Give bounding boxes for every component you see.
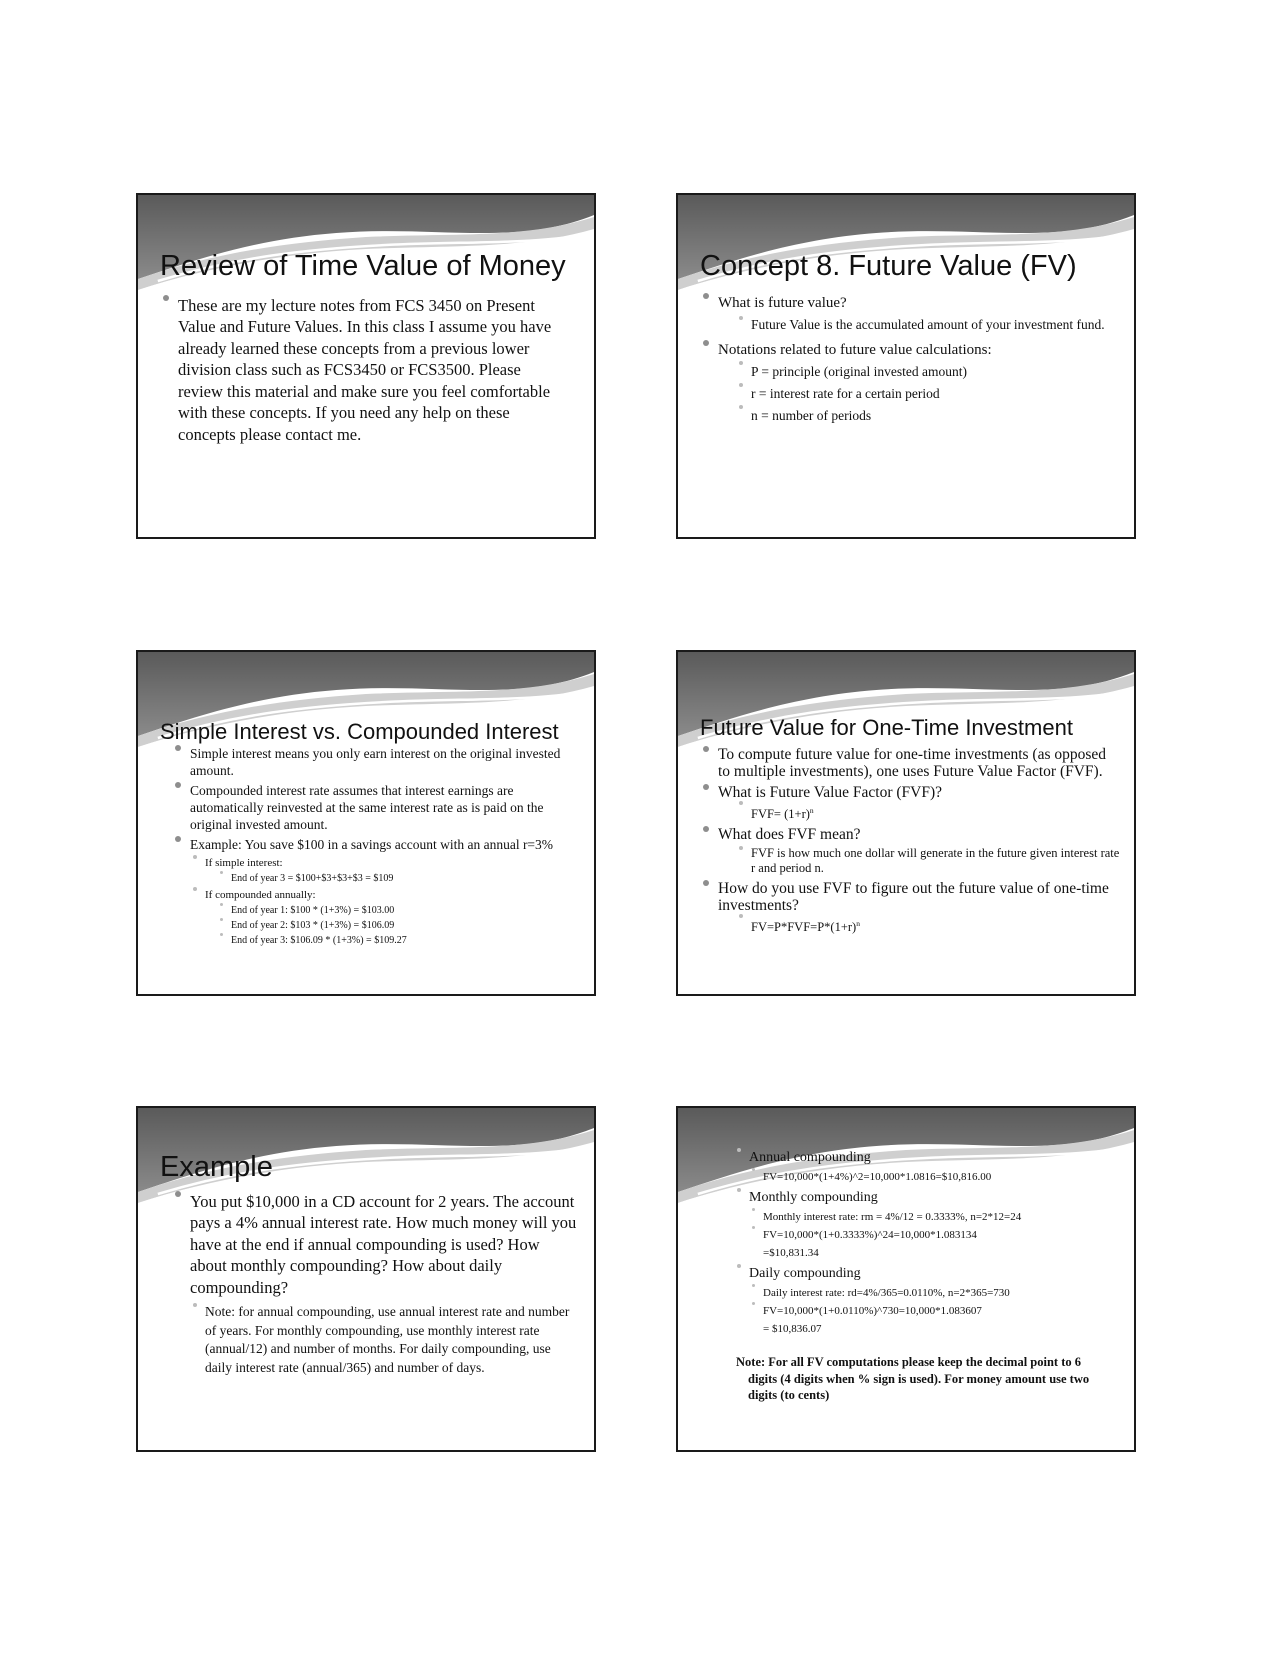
bullet-item: You put $10,000 in a CD account for 2 years. The account pays a 4% annual interest rate. How much money will you have at the end if annual compounding is used? How about monthly compounding? How about daily compounding? Note: for annual compounding, use annual interest rate and number of years. For monthly compounding, use monthly interest rate (annual/12) and number of months. For daily compounding, use daily interest rate (annual/365) and number of days. xyxy=(172,1191,580,1378)
sub-bullet-item: FVF is how much one dollar will generate in the future given interest rate r and period n. xyxy=(738,846,1120,876)
calc-line: FV=10,000*(1+4%)^2=10,000*1.0816=$10,816.00 xyxy=(751,1168,1120,1186)
slide-5 xyxy=(136,1106,596,1452)
compounding-group: Annual compounding FV=10,000*(1+4%)^2=10,000*1.0816=$10,816.00 xyxy=(736,1148,1120,1186)
slide-4 xyxy=(676,650,1136,996)
slide-6 xyxy=(676,1106,1136,1452)
calc-result: =$10,831.34 xyxy=(763,1247,819,1259)
sub-bullet-item: $FV=P*FVF=P*(1+r)^n$ xyxy=(738,914,1120,937)
sub-bullet-item: r = interest rate for a certain period xyxy=(738,383,1120,405)
calc-line: Monthly interest rate: rm = 4%/12 = 0.3333%, n=2*12=24 xyxy=(751,1208,1120,1226)
sub-bullet-item: Note: for annual compounding, use annual interest rate and number of years. For monthly compounding, use monthly interest rate (annual/12) and number of months. For daily compounding, use daily interest rate (annual/365) and number of days. xyxy=(192,1303,580,1377)
slide-2 xyxy=(676,193,1136,539)
bullet-item: How do you use FVF to figure out the future value of one-time investments? $FV=P*FVF=P*(1+r)^n$ xyxy=(700,880,1120,937)
compounding-group: Daily compounding Daily interest rate: rd=4%/365=0.0110%, n=2*365=730 FV=10,000*(1+0.0110%)^730=10,000*1.083607 = $10,836.07 xyxy=(736,1264,1120,1338)
note-text: Note: For all FV computations please keep the decimal point to 6 digits (4 digits when % sign is used). For money amount use two digits (to cents) xyxy=(736,1355,1090,1402)
detail-item: End of year 3 = $100+$3+$3+$3 = $109 xyxy=(219,871,580,887)
bullet-item: To compute future value for one-time investments (as opposed to multiple investments), one uses Future Value Factor (FVF). xyxy=(700,746,1120,780)
bullet-item: What is future value? Future Value is the accumulated amount of your investment fund. xyxy=(700,293,1120,334)
sub-bullet-item: n = number of periods xyxy=(738,405,1120,427)
detail-item: End of year 1: $100 * (1+3%) = $103.00 xyxy=(219,903,580,918)
sub-bullet-item: Future Value is the accumulated amount of your investment fund. xyxy=(738,316,1120,334)
detail-item: End of year 3: $106.09 * (1+3%) = $109.27 xyxy=(219,933,580,948)
calc-line: FV=10,000*(1+0.3333%)^24=10,000*1.083134 xyxy=(751,1226,1120,1244)
calc-result: = $10,836.07 xyxy=(763,1323,822,1335)
sub-bullet-item: P = principle (original invested amount) xyxy=(738,361,1120,383)
slide-title: Concept 8. Future Value (FV) xyxy=(700,250,1077,282)
bullet-item: Compounded interest rate assumes that interest earnings are automatically reinvested at the same interest rate as is paid on the original invested amount. xyxy=(172,782,580,833)
slide-title: Simple Interest vs. Compounded Interest xyxy=(160,719,559,744)
slide-3 xyxy=(136,650,596,996)
compounding-group: Monthly compounding Monthly interest rate: rm = 4%/12 = 0.3333%, n=2*12=24 FV=10,000*(1+0.3333%)^24=10,000*1.083134 =$10,831.34 xyxy=(736,1188,1120,1262)
slide-title: Future Value for One-Time Investment xyxy=(700,715,1073,740)
calc-line: Daily interest rate: rd=4%/365=0.0110%, n=2*365=730 xyxy=(751,1284,1120,1302)
sub-bullet-item: If simple interest: End of year 3 = $100+$3+$3+$3 = $109 xyxy=(192,855,580,887)
bullet-item: Notations related to future value calculations: P = principle (original invested amount) r = interest rate for a certain period n = number of periods xyxy=(700,340,1120,427)
bullet-item: These are my lecture notes from FCS 3450 on Present Value and Future Values. In this class I assume you have already learned these concepts from a previous lower division class such as FCS3450 or FCS3500. Please review this material and make sure you feel comfortable with these concepts. If you need any help on these concepts please contact me. xyxy=(160,295,562,446)
calc-line: FV=10,000*(1+0.0110%)^730=10,000*1.083607 xyxy=(751,1302,1120,1320)
sub-bullet-item: If compounded annually: End of year 1: $100 * (1+3%) = $103.00 End of year 2: $103 * (1+3%) = $106.09 End of year 3: $106.09 * (1+3%) = $109.27 xyxy=(192,887,580,948)
bullet-item: What does FVF mean? FVF is how much one dollar will generate in the future given interest rate r and period n. xyxy=(700,826,1120,876)
sub-bullet-item: $FVF= (1+r)^n$ xyxy=(738,801,1120,824)
slide-1 xyxy=(136,193,596,539)
slide-title: Review of Time Value of Money xyxy=(160,250,566,282)
bullet-item: What is Future Value Factor (FVF)? $FVF= (1+r)^n$ xyxy=(700,784,1120,824)
slide-title: Example xyxy=(160,1151,273,1183)
bullet-item: Simple interest means you only earn interest on the original invested amount. xyxy=(172,745,580,779)
detail-item: End of year 2: $103 * (1+3%) = $106.09 xyxy=(219,918,580,933)
bullet-item: Example: You save $100 in a savings account with an annual r=3% If simple interest: End of year 3 = $100+$3+$3+$3 = $109 If compounded annually: End of year 1: $100 * (1+3%) = $103.00 End of year 2: $103 * (1+3%) = $106.09 End of year 3: $106.09 * (1+3%) = $109.27 xyxy=(172,836,580,948)
